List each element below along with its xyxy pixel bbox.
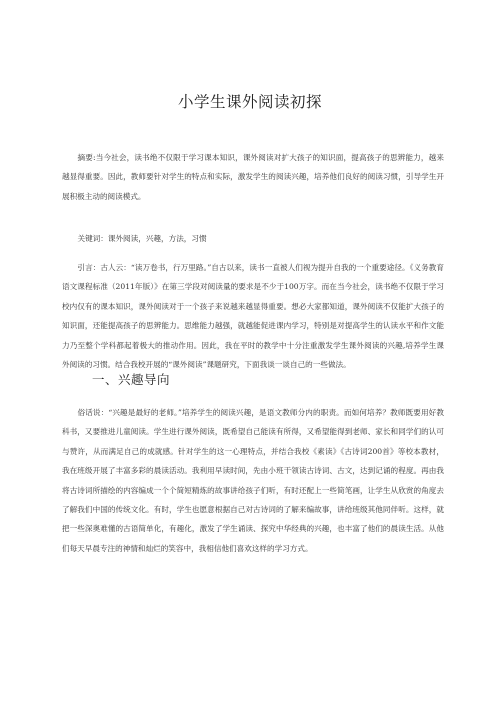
section-heading: 一、兴趣导向 [92,372,171,387]
introduction-paragraph [62,258,444,374]
abstract-label: 摘要: [77,153,96,162]
keywords-paragraph [62,229,444,248]
introduction-text: 古人云：“读万卷书，行万里路。”自古以来，读书一直被人们视为提升自我的一个重要途径。《义务教育语文课程标准（2011年版）》在第三学段对阅读量的要求是不少于100万字。而在当今社会，读书绝不仅限于学习校内仅有的课本知识，课外阅读对于一个孩子来说越来越显得重要。想必大家都知道，课外阅读不仅能扩大孩子的知识面，还能提高孩子的思辨能力。思维能力越强，就越能促进课内学习，特别是对提高学生的认读水平和作文能力乃至整个学科都起着极大的推动作用。因此，我在平时的教学中十分注重激发学生课外阅读的兴趣,培养学生课外阅读的习惯。结合我校开展的“课外阅读”课题研究，下面我谈一谈自己的一些做法。 [62,263,445,370]
introduction-label: 引言： [77,263,101,272]
keywords-text: 课外阅读，兴趣，方法，习惯 [107,234,207,243]
keywords-label: 关键词： [77,234,108,243]
abstract-text: 当今社会，读书绝不仅限于学习课本知识，课外阅读对扩大孩子的知识面，提高孩子的思辨能力，越来越显得重要。因此，教师要针对学生的特点和实际，激发学生的阅读兴趣，培养他们良好的阅读习惯，引导学生开展积极主动的阅读模式。 [62,153,444,201]
document-title: 小学生课外阅读初探 [177,93,322,111]
section-paragraph: 俗话说：“兴趣是最好的老师。”培养学生的阅读兴趣，是语文教师分内的职责。而如何培养？教师既要用好教科书，又要推进儿童阅读。学生进行课外阅读，既希望自己能读有所得，又希望能得到老师、家长和同学们的认可与赞许，从而满足自己的成就感。针对学生的这一心理特点，并结合我校《素读》《古诗词200首》等校本教材，我在班级开展了丰富多彩的晨读活动。我利用早读时间，先由小班干领读古诗词、古文，达到记诵的程度。再由我将古诗词所描绘的内容编成一个个简短精炼的故事讲给孩子们听，有时还配上一些简笔画，让学生从欣赏的角度去了解我们中国的传统文化。有时，学生也愿意根据自己对古诗词的了解来编故事，讲给班级其他同伴听。这样，就把一些深奥难懂的古语简单化，有趣化，激发了学生诵读、探究中华经典的兴趣，也丰富了他们的晨读生活。从他们每天早晨专注的神情和灿烂的笑容中，我相信他们喜欢这样的学习方式。 [62,408,444,553]
abstract-paragraph [62,148,444,206]
